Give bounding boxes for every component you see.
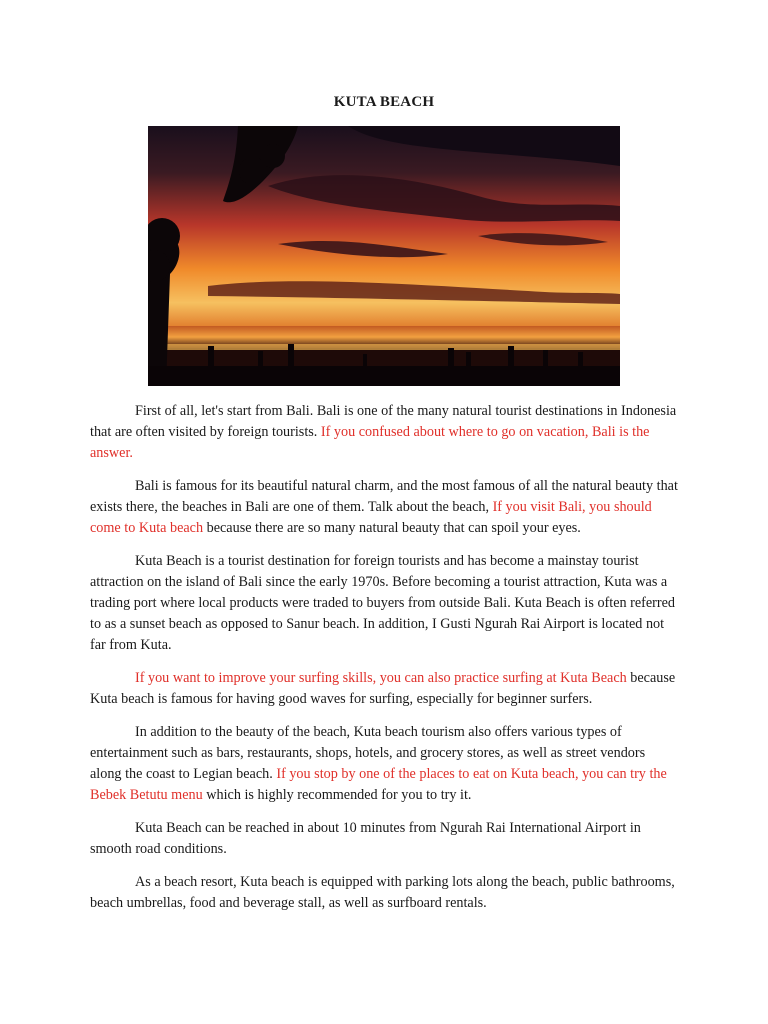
- paragraph-1: [90, 401, 680, 464]
- paragraph-7: [90, 872, 680, 914]
- paragraph-text: because there are so many natural beauty that can spoil your eyes.: [203, 520, 581, 536]
- paragraph-6: [90, 818, 680, 860]
- highlighted-text: If you want to improve your surfing skills, you can also practice surfing at Kuta Beach: [135, 670, 627, 686]
- paragraph-text: Bali is famous for its beautiful natural charm, and the most famous of all the natural beauty that exists there, the beaches in Bali are one of them. Talk about the beach,: [90, 478, 678, 515]
- highlighted-text: If you stop by one of the places to eat on Kuta beach, you can try the Bebek Betutu menu: [90, 766, 667, 803]
- paragraph-3: [90, 551, 680, 656]
- paragraph-text: First of all, let's start from Bali. Bali is one of the many natural tourist destinations in Indonesia that are often visited by foreign tourists.: [90, 403, 677, 440]
- highlighted-text: If you visit Bali, you should come to Kuta beach: [90, 499, 652, 536]
- paragraph-text: which is highly recommended for you to try it.: [202, 787, 472, 803]
- paragraph-text: Kuta Beach can be reached in about 10 minutes from Ngurah Rai International Airport in smooth road conditions.: [90, 820, 641, 857]
- highlighted-text: If you confused about where to go on vacation, Bali is the answer.: [90, 424, 650, 461]
- sunset-beach-photo: [148, 126, 620, 386]
- document-title: KUTA BEACH: [333, 94, 435, 110]
- document-body: [90, 401, 680, 926]
- paragraph-text: because Kuta beach is famous for having good waves for surfing, especially for beginner surfers.: [90, 670, 676, 707]
- paragraph-text: In addition to the beauty of the beach, Kuta beach tourism also offers various types of entertainment such as bars, restaurants, shops, hotels, and grocery stores, as well as street vendors along the coast to Legian beach.: [90, 724, 646, 782]
- paragraph-text: Kuta Beach is a tourist destination for foreign tourists and has become a mainstay tourist attraction on the island of Bali since the early 1970s. Before becoming a tourist attraction, Kuta was a trading port where local products were traded to buyers from outside Bali. Kuta Beach is often referred to as a sunset beach as opposed to Sanur beach. In addition, I Gusti Ngurah Rai Airport is located not far from Kuta.: [90, 553, 676, 653]
- paragraph-2: [90, 476, 680, 539]
- paragraph-4: [90, 668, 680, 710]
- paragraph-5: [90, 722, 680, 806]
- paragraph-text: As a beach resort, Kuta beach is equipped with parking lots along the beach, public bathrooms, beach umbrellas, food and beverage stall, as well as surfboard rentals.: [90, 874, 675, 911]
